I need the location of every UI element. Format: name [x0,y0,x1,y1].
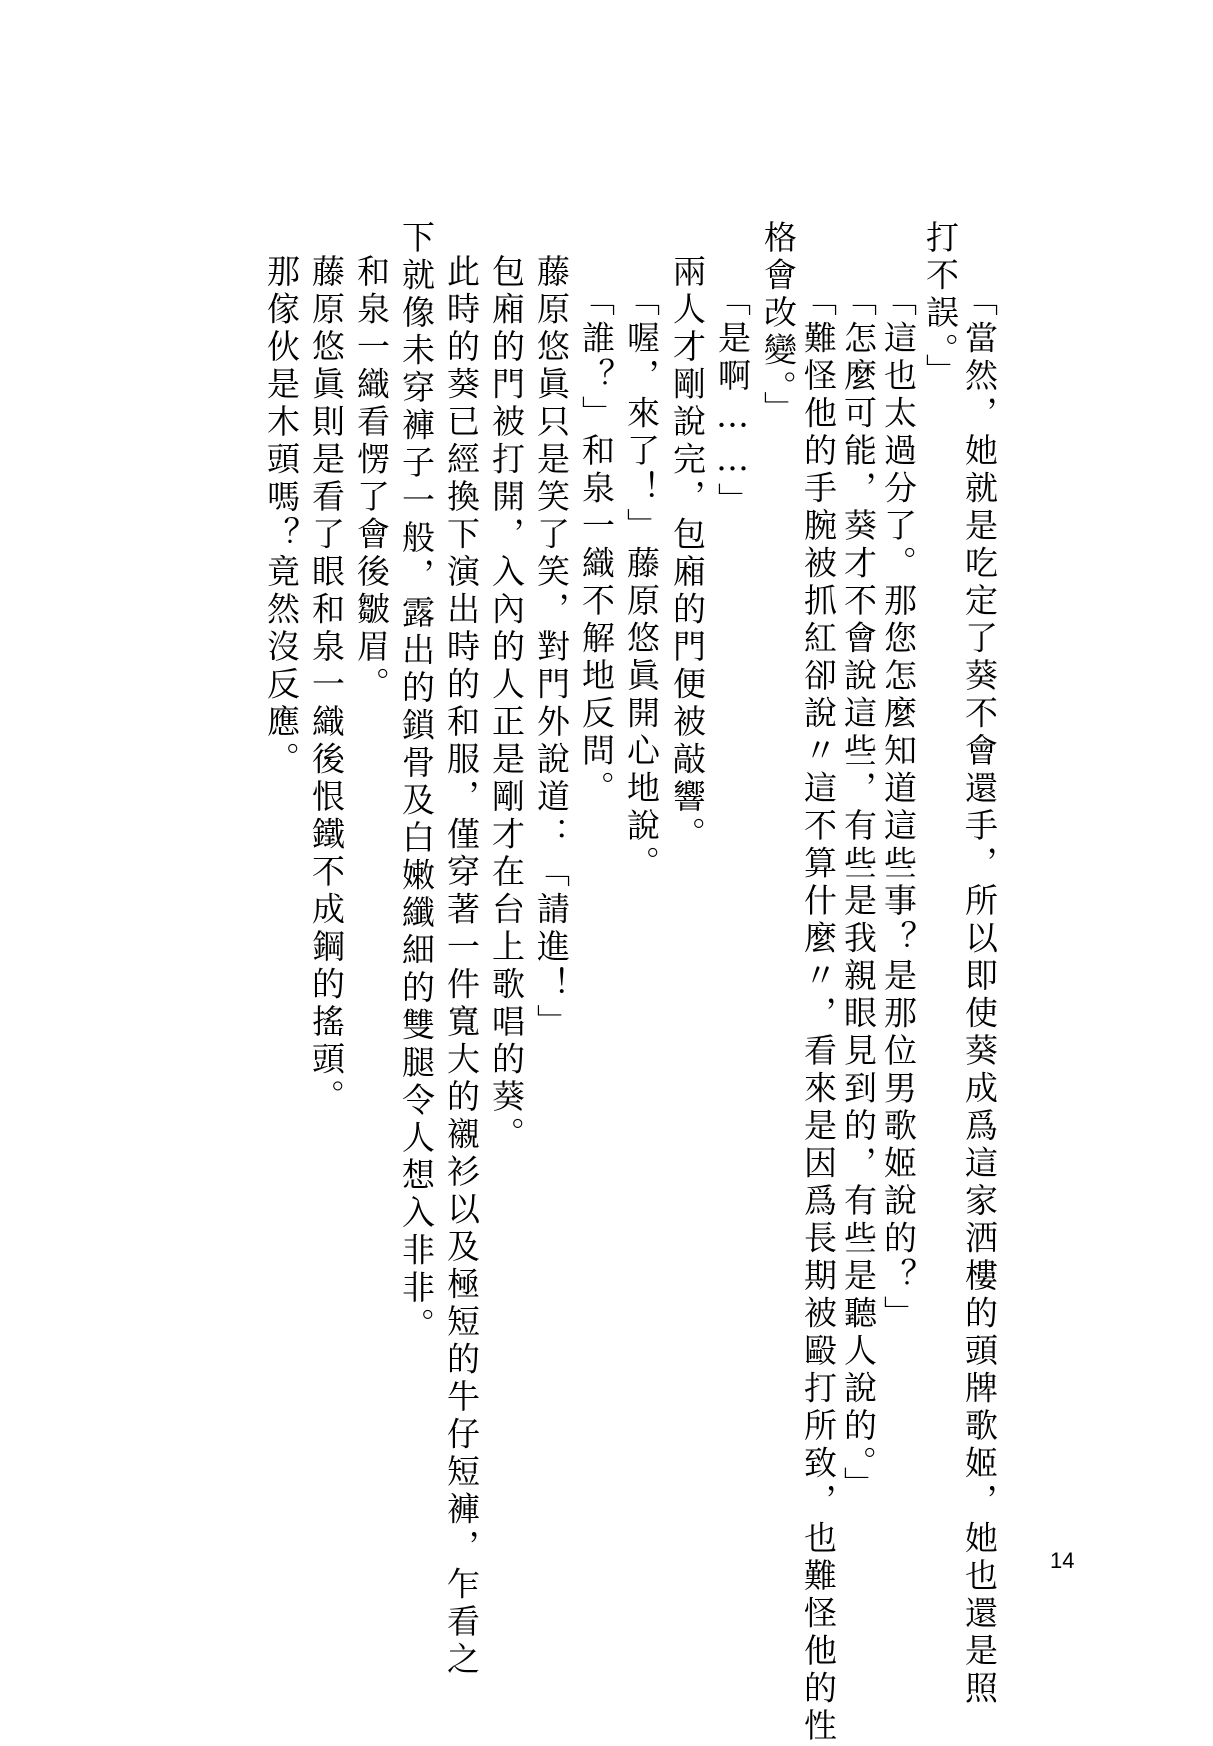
text-column: 「當然，她就是吃定了葵不會還手，所以即使葵成爲這家洒樓的頭牌歌姬，她也還是照 [960,283,999,1708]
text-column: 格會改變。」 [759,220,798,429]
text-column: 「怎麼可能，葵才不會說這些，有些是我親眼見到的，有些是聽人說的。」 [839,283,878,1504]
text-column: 「這也太過分了。那您怎麼知道這些事？是那位男歌姬說的？」 [879,283,918,1333]
text-column: 藤原悠眞則是看了眼和泉一織後恨鐵不成鋼的搖頭。 [307,254,346,1117]
text-column: 打不誤。」 [921,220,960,391]
text-column: 「是啊……」 [713,283,752,520]
text-column: 藤原悠眞只是笑了笑，對門外說道：「請進！」 [532,254,571,1042]
text-column: 「喔，來了！」藤原悠眞開心地說。 [622,283,661,883]
text-column: 下就像未穿褲子一般，露出的鎖骨及白嫩纖細的雙腿令人想入非非。 [397,220,436,1345]
page-number: 14 [1050,1548,1075,1573]
text-column: 那傢伙是木頭嗎？竟然沒反應。 [262,254,301,779]
text-column: 和泉一織看愣了會後皺眉。 [352,254,391,704]
text-column: 包廂的門被打開，入內的人正是剛才在台上歌唱的葵。 [487,254,526,1154]
text-column: 此時的葵已經換下演出時的和服，僅穿著一件寬大的襯衫以及極短的牛仔短褲，乍看之 [442,254,481,1679]
text-column: 「難怪他的手腕被抓紅卻說〃這不算什麼〃，看來是因爲長期被毆打所致，也難怪他的性 [799,283,838,1746]
text-column: 兩人才剛說完，包廂的門便被敲響。 [668,254,707,854]
text-column: 「誰？」和泉一織不解地反問。 [577,283,616,808]
